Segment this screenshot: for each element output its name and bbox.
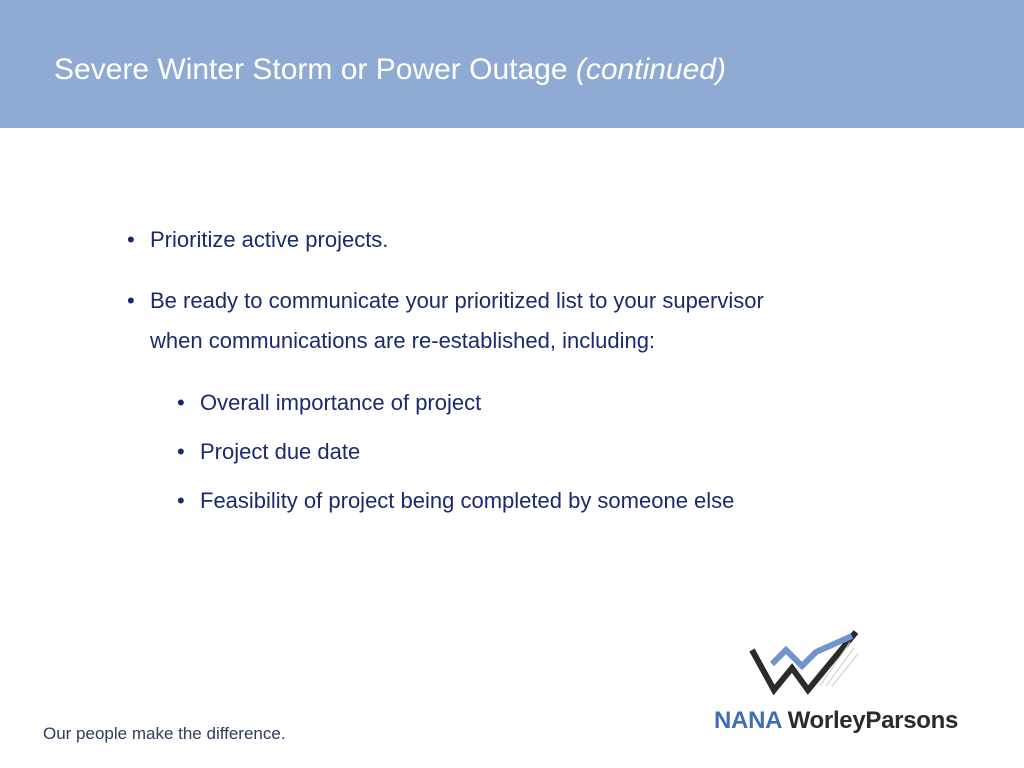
sub-bullet-text: Feasibility of project being completed by someone else <box>200 488 735 513</box>
logo-name-worleyparsons: WorleyParsons <box>787 707 959 734</box>
bullet-dot: • <box>127 227 135 252</box>
slide-title-suffix: (continued) <box>575 53 726 86</box>
footer-tagline: Our people make the difference. <box>43 724 286 743</box>
sub-bullet-text: Project due date <box>200 439 361 464</box>
bullet-dot: • <box>127 288 135 313</box>
logo-name-nana: NANA <box>714 707 782 734</box>
company-logo-wordmark <box>714 707 958 735</box>
bullet-text: Prioritize active projects. <box>150 227 389 252</box>
slide-title-text: Severe Winter Storm or Power Outage <box>54 53 568 86</box>
bullet-dot: • <box>177 439 185 464</box>
title-bar <box>0 0 1024 128</box>
bullet-dot: • <box>177 390 185 415</box>
bullet-text: Be ready to communicate your prioritized list to your supervisor <box>150 288 764 313</box>
bullet-dot: • <box>177 488 185 513</box>
sub-bullet-text: Overall importance of project <box>200 390 482 415</box>
worleyparsons-logo-icon <box>746 628 862 702</box>
slide-title <box>54 50 726 90</box>
bullet-text-continued: when communications are re-established, including: <box>150 328 656 353</box>
